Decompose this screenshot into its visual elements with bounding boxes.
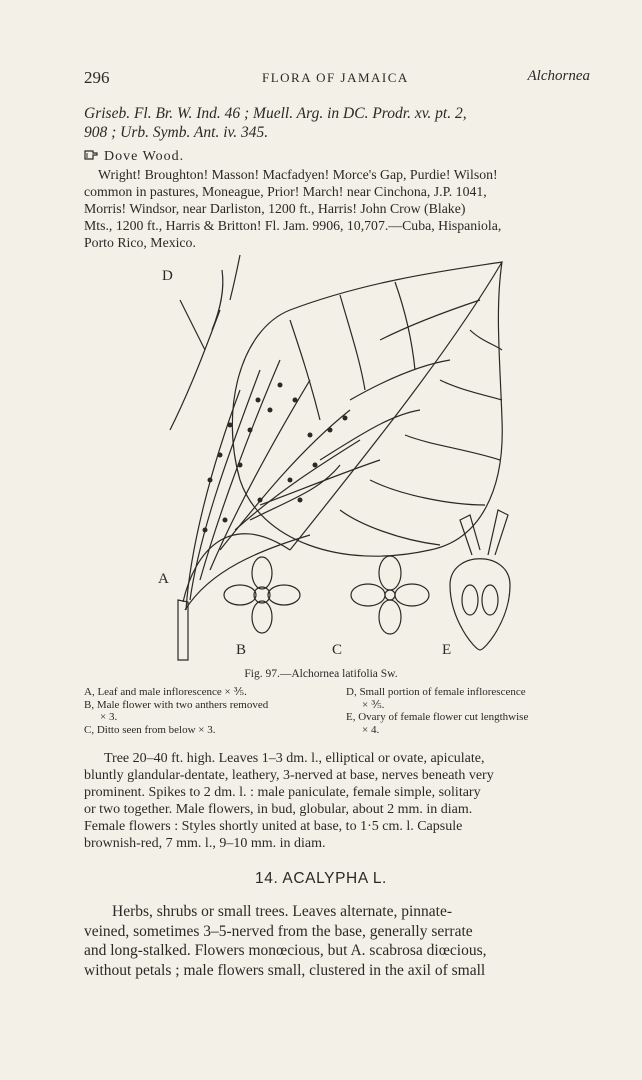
legend-left-column	[84, 686, 344, 736]
male-flower-c	[351, 556, 429, 634]
specimen-line: common in pastures, Moneague, Prior! March! near Cinchona, J.P. 1041,	[84, 184, 487, 199]
genus-heading: 14. ACALYPHA L.	[255, 870, 387, 887]
genus-description-line: Herbs, shrubs or small trees. Leaves alternate, pinnate-	[112, 903, 453, 920]
specimen-line: Mts., 1200 ft., Harris & Britton! Fl. Jam. 9906, 10,707.—Cuba, Hispaniola,	[84, 218, 502, 233]
common-name-line	[84, 148, 590, 165]
description-line: bluntly glandular-dentate, leathery, 3-nerved at base, nerves beneath very	[84, 768, 494, 783]
genus-description	[84, 902, 590, 980]
genus-description-line: without petals ; male flowers small, clustered in the axil of small	[84, 961, 486, 979]
pointing-hand-icon	[84, 149, 98, 161]
running-title: FLORA OF JAMAICA	[262, 70, 409, 85]
illustration-svg	[150, 250, 530, 670]
specimen-line: Morris! Windsor, near Darliston, 1200 ft., Harris! John Crow (Blake)	[84, 201, 466, 216]
legend-line: × 3.	[100, 711, 118, 723]
common-name: Dove Wood.	[104, 149, 185, 164]
label-a: A	[158, 571, 169, 587]
genus-description-line: veined, sometimes 3–5-nerved from the base, generally serrate	[84, 922, 473, 940]
description-line: Tree 20–40 ft. high. Leaves 1–3 dm. l., elliptical or ovate, apiculate,	[104, 751, 485, 766]
leaf-midrib	[290, 262, 502, 550]
label-e: E	[442, 642, 452, 658]
legend-line: E, Ovary of female flower cut lengthwise	[346, 711, 529, 723]
label-b: B	[236, 642, 247, 658]
species-description	[84, 750, 590, 852]
genus-description-line: and long-stalked. Flowers monœcious, but A. scabrosa diœcious,	[84, 942, 487, 959]
description-line: Female flowers : Styles shortly united at base, to 1·5 cm. l. Capsule	[84, 819, 463, 834]
legend-line: × ⅗.	[362, 698, 385, 711]
legend-line: × 4.	[362, 723, 380, 736]
legend-line: D, Small portion of female inflorescence	[346, 686, 526, 698]
page-number: 296	[84, 68, 110, 87]
label-d: D	[162, 268, 173, 284]
legend-right-column	[346, 686, 594, 736]
description-line: or two together. Male flowers, in bud, globular, about 2 mm. in diam.	[84, 802, 473, 817]
figure-caption: Fig. 97.—Alchornea latifolia Sw.	[244, 668, 398, 680]
genus-running-head: Alchornea	[527, 68, 590, 84]
legend-line: C, Ditto seen from below × 3.	[84, 723, 216, 736]
specimen-citations	[84, 166, 590, 251]
description-line: prominent. Spikes to 2 dm. l. : male paniculate, female simple, solitary	[84, 785, 481, 800]
bibliographic-reference	[84, 104, 590, 142]
legend-line: B, Male flower with two anthers removed	[84, 698, 269, 711]
male-flower-b	[224, 557, 300, 633]
botanical-illustration	[150, 250, 530, 670]
reference-line: 908 ; Urb. Symb. Ant. iv. 345.	[84, 124, 269, 141]
specimen-line: Wright! Broughton! Masson! Macfadyen! Morce's Gap, Purdie! Wilson!	[98, 167, 498, 182]
description-line: brownish-red, 7 mm. l., 9–10 mm. in diam.	[84, 836, 326, 851]
reference-line: Griseb. Fl. Br. W. Ind. 46 ; Muell. Arg. in DC. Prodr. xv. pt. 2,	[84, 105, 467, 122]
ovary-e	[450, 510, 510, 650]
label-c: C	[332, 642, 343, 658]
page-header	[84, 68, 590, 90]
specimen-line: Porto Rico, Mexico.	[84, 235, 196, 250]
legend-line: A, Leaf and male inflorescence × ⅗.	[84, 686, 247, 698]
